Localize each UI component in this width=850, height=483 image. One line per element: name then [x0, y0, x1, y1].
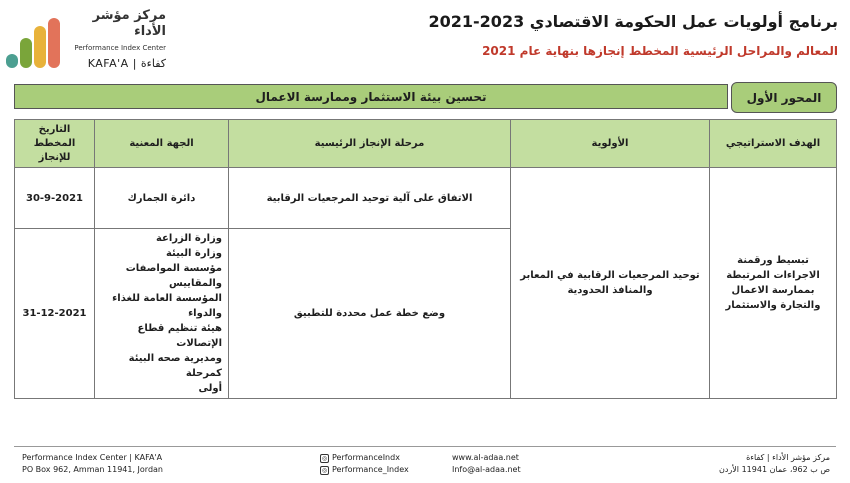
row1-milestone: الاتفاق على آلية توحيد المرجعيات الرقابية [229, 168, 511, 229]
row1-date: 30-9-2021 [15, 168, 95, 229]
entity-item: هيئة تنظيم قطاع الإتصالات [137, 323, 222, 349]
page-title: برنامج أولويات عمل الحكومة الاقتصادي 2023-2021 [428, 12, 838, 31]
entity-item: المؤسسة العامة للغذاء [112, 293, 222, 304]
header-goal: الهدف الاستراتيجي [710, 120, 837, 168]
logo-name-ar: مركز مؤشر الأداء [92, 8, 166, 39]
footer-pobox-en: PO Box 962, Amman 11941, Jordan [22, 465, 163, 474]
entity-item: ومديرية صحه البيئة كمرحلة [128, 353, 222, 379]
entity-item: وزارة البيئة [165, 248, 222, 259]
header-date: التاريخ المخطط للإنجاز [15, 120, 95, 168]
priority-cell: توحيد المرجعيات الرقابية في المعابر والمنافذ الحدودية [511, 168, 710, 399]
social-handle-2[interactable]: Performance_Index [332, 465, 409, 474]
page-subtitle: المعالم والمراحل الرئيسية المخطط إنجازها بنهاية عام 2021 [482, 44, 838, 58]
header-priority: الأولوية [511, 120, 710, 168]
header-milestone: مرحلة الإنجاز الرئيسية [229, 120, 511, 168]
axis-title-bar [14, 84, 728, 109]
footer-org-ar: مركز مؤشر الأداء | كفاءة [746, 453, 830, 462]
logo [6, 8, 166, 70]
footer-org-en: Performance Index Center | KAFA'A [22, 453, 163, 462]
social-icon: ◎ [321, 466, 328, 474]
table-row [15, 168, 837, 229]
row2-milestone: وضع خطة عمل محددة للتطبيق [229, 229, 511, 399]
entity-item: والمقاييس [168, 278, 222, 289]
footer-divider [14, 446, 836, 447]
footer-address-en [22, 452, 163, 476]
table-header-row [15, 120, 837, 168]
logo-brand: KAFA'A | كفاءة [87, 57, 166, 70]
entity-item: أولى [198, 383, 222, 394]
footer-pobox-ar: ص ب 962، عمان 11941 الأردن [718, 465, 830, 474]
row1-entity: دائرة الجمارك [95, 168, 229, 229]
goal-cell: تبسيط ورقمنة الاجراءات المرتبطة بممارسة الاعمال والتجارة والاستثمار [710, 168, 837, 399]
footer-email-link[interactable]: Info@al-adaa.net [452, 465, 521, 474]
axis-title: تحسين بيئة الاستثمار وممارسة الاعمال [255, 89, 487, 104]
footer-contact [452, 452, 521, 476]
footer-social [320, 452, 409, 476]
header-entity: الجهة المعنية [95, 120, 229, 168]
entity-item: والدواء [188, 308, 222, 319]
entity-item: مؤسسة المواصفات [125, 263, 222, 274]
social-icon: ◎ [321, 454, 328, 462]
milestones-table [14, 119, 837, 399]
logo-bars-icon [6, 12, 64, 68]
row2-date: 31-12-2021 [15, 229, 95, 399]
footer-website-link[interactable]: www.al-adaa.net [452, 453, 519, 462]
entity-item: وزارة الزراعة [155, 233, 222, 244]
social-handle-1[interactable]: PerformanceIndx [332, 453, 400, 462]
axis-label: المحور الأول [746, 90, 822, 105]
logo-name-en: Performance Index Center [74, 44, 166, 52]
axis-label-tag [731, 82, 837, 113]
row2-entities [95, 229, 229, 399]
footer-address-ar [719, 452, 830, 476]
